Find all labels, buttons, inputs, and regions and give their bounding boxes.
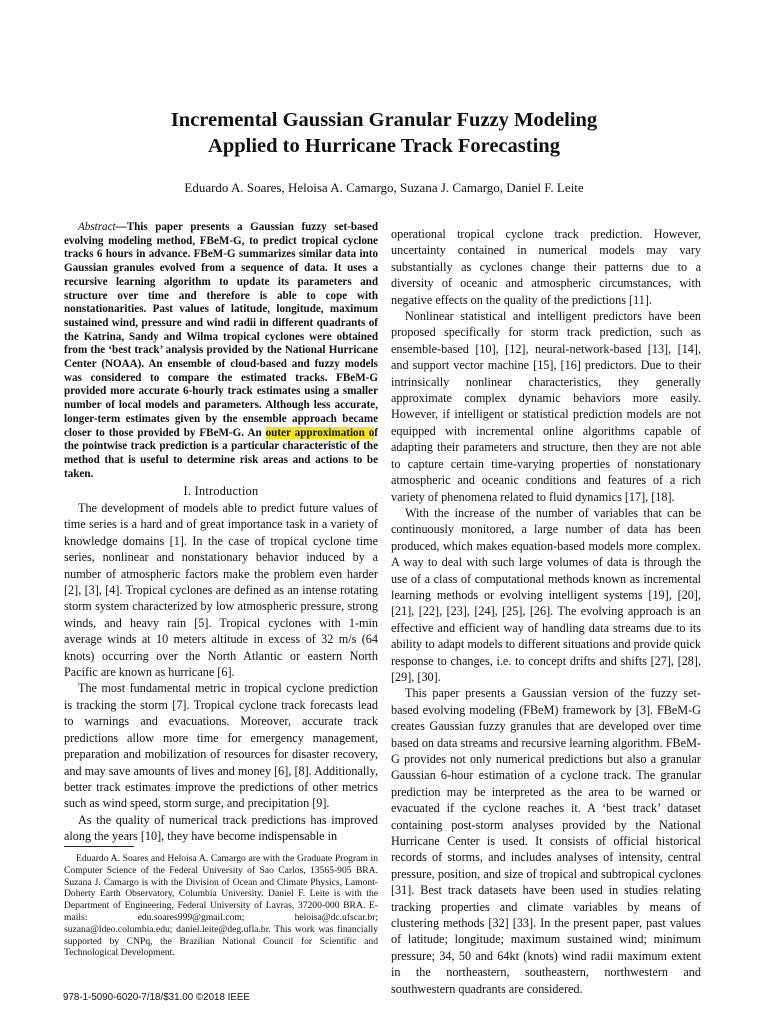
author-affiliation-footnote: Eduardo A. Soares and Heloisa A. Camargo are with the Graduate Program in Computer Science of the Federal University of Sao Carlos, 13565-905 BRA. Suzana J. Camargo is with the Division of Ocean and Climate Physics, Lamont-Doherty Earth Observatory, Columbia University. Daniel F. Leite is with the Department of Engineering, Federal University of Lavras, 37200-000 BRA. E-mails: edu.soares999@gmail.com; heloisa@dc.ufscar.br; suzana@ldeo.columbia.edu; daniel.leite@deg.ufla.br. This work was financially supported by CNPq, the Brazilian National Council for Scientific and Technological Development.: [64, 853, 378, 959]
left-column-body: [64, 500, 378, 845]
abstract-text-2: f the pointwise track prediction is a particular characteristic of the method that is useful to determine risk areas and actions to be taken.: [64, 426, 378, 480]
paragraph: The development of models able to predict future values of time series is a hard and of great importance task in a variety of knowledge domains [1]. In the case of tropical cyclone time series, nonlinear and nonstationary behavior induced by a number of atmospheric factors make the problem even harder [2], [3], [4]. Tropical cyclones are defined as an intense rotating storm system characterized by low atmospheric pressure, strong winds, and heavy rain [5]. Tropical cyclones with 1-min average winds at 10 meters altitude in excess of 32 m/s (64 knots) occurring over the North Atlantic or eastern North Pacific are known as hurricane [6].: [64, 501, 378, 680]
paragraph: With the increase of the number of variables that can be continuously monitored, a large number of data has been produced, which makes equation-based models more complex. A way to deal with such large volumes of data is through the use of a class of computational methods known as incremental learning methods or evolving intelligent systems [19], [20], [21], [22], [23], [24], [25], [26]. The evolving approach is an effective and efficient way of handling data streams due to its ability to adapt models to different situations and provide quick response to changes, i.e. to concept drifts and shifts [27], [28], [29], [30].: [391, 505, 701, 684]
footnote-divider: [64, 846, 134, 847]
abstract: [64, 221, 378, 481]
paper-title-line-1: Incremental Gaussian Granular Fuzzy Modeling: [170, 109, 598, 131]
copyright-notice: 978-1-5090-6020-7/18/$31.00 ©2018 IEEE: [63, 992, 250, 1003]
paragraph: The most fundamental metric in tropical cyclone prediction is tracking the storm [7]. Tropical cyclone track forecasts lead to warnings and evacuations. Moreover, accurate track predictions allow more time for emergency management, preparation and mobilization of resources for disaster recovery, and may save amounts of lives and money [6], [8]. Additionally, better track estimates improve the predictions of other metrics such as wind speed, storm surge, and precipitation [9].: [64, 681, 378, 811]
highlighted-text[interactable]: outer approximation o: [265, 426, 375, 439]
paragraph: Nonlinear statistical and intelligent predictors have been proposed specifically for storm track prediction, such as ensemble-based [10], [12], neural-network-based [13], [14], and support vector machine [15], [16] predictors. Due to their intrinsically nonlinear characteristics, they generally approximate complex dynamic behaviors more easily. However, if intelligent or statistical prediction models are not equipped with incremental online algorithms capable of adapting their parameters and structure, then they are not able to capture certain time-varying properties of nonstationary atmospheric and oceanic conditions and features of a rich variety of phenomena related to fluid dynamics [17], [18].: [391, 309, 701, 504]
author-list: Eduardo A. Soares, Heloisa A. Camargo, Suzana J. Camargo, Daniel F. Leite: [184, 180, 584, 195]
abstract-text-1: —This paper presents a Gaussian fuzzy set-based evolving modeling method, FBeM-G, to predict tropical cyclone tracks 6 hours in advance. FBeM-G summarizes similar data into Gaussian granules evolved from a sequence of data. It uses a recursive learning algorithm to update its parameters and structure over time and therefore is able to cope with nonstationarities. Past values of latitude, longitude, maximum sustained wind, pressure and wind radii in different quadrants of the Katrina, Sandy and Wilma tropical cyclones were obtained from the ‘best track’ analysis provided by the National Hurricane Center (NOAA). An ensemble of cloud-based and fuzzy models was considered to compare the estimated tracks. FBeM-G provided more accurate 6-hourly track estimates using a smaller number of local models and parameters. Although less accurate, longer-term estimates given by the ensemble approach became closer to those provided by FBeM-G. An: [64, 221, 378, 439]
paper-title-line-2: Applied to Hurricane Track Forecasting: [208, 135, 560, 157]
paragraph: This paper presents a Gaussian version of the fuzzy set-based evolving modeling (FBeM) framework by [3]. FBeM-G creates Gaussian fuzzy granules that are developed over time based on data streams and recursive learning algorithm. FBeM-G provides not only numerical predictions but also a granular Gaussian 6-hour estimation of a cyclone track. The granular prediction may be interpreted as the area to be warned or evacuated if the cyclone reaches it. A ‘best track’ dataset containing post-storm analyses provided by the National Hurricane Center is used. It consists of official historical records of storms, and includes analyses of intensity, central pressure, position, and size of tropical and subtropical cyclones [31]. Best track datasets have been used in studies relating tracking properties and climate variables by means of clustering methods [32] [33]. In the present paper, past values of latitude; longitude; maximum sustained wind; minimum pressure; 34, 50 and 64kt (knots) wind radii maximum extent in the northeastern, southeastern, northwestern and southwestern quadrants are considered.: [391, 686, 701, 996]
section-heading-introduction: I. Introduction: [183, 484, 259, 498]
paragraph: operational tropical cyclone track prediction. However, uncertainty contained in numerical models may vary substantially as cyclones change their patterns due to a diversity of oceanic and atmospheric circumstances, with negative effects on the quality of the predictions [11].: [391, 227, 701, 307]
right-column-body: [391, 226, 701, 997]
paragraph: As the quality of numerical track predictions has improved along the years [10], they have become indispensable in: [64, 812, 378, 844]
abstract-label: Abstract: [78, 221, 116, 233]
